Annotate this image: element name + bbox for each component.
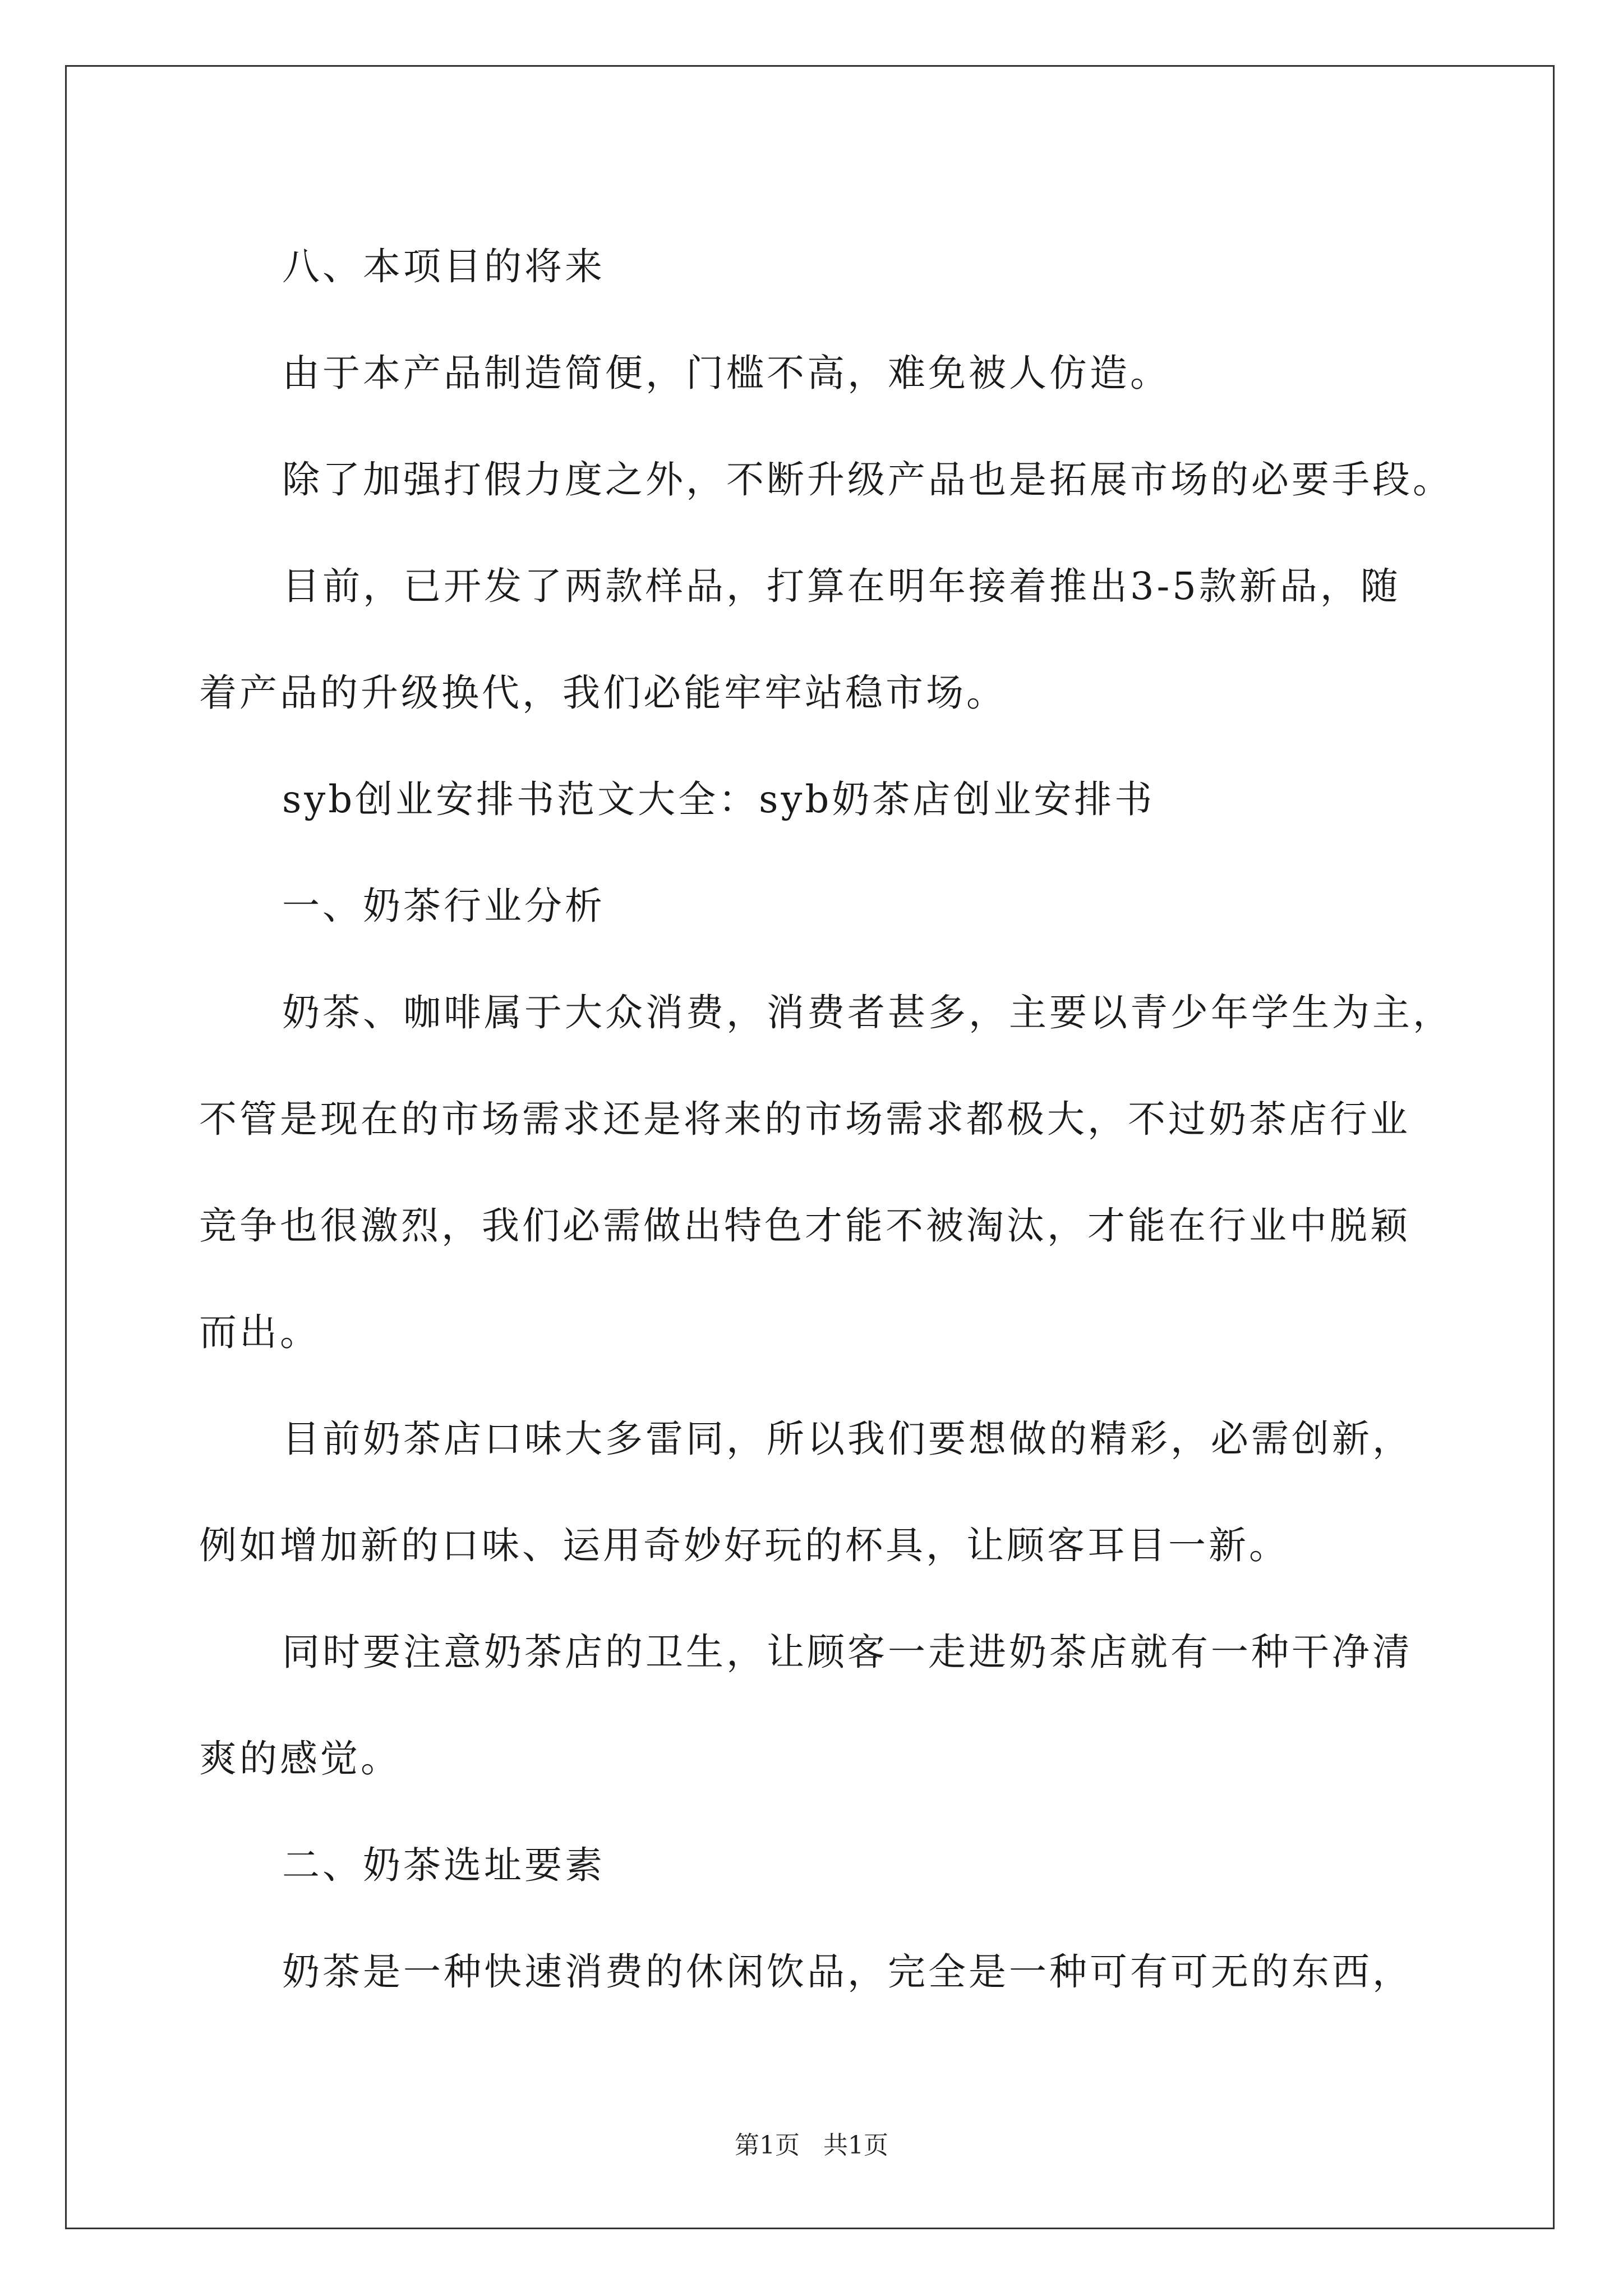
- paragraph-line: 目前，已开发了两款样品，打算在明年接着推出3-5款新品，随: [282, 564, 1401, 608]
- paragraph-line: 目前奶茶店口味大多雷同，所以我们要想做的精彩，必需创新，: [282, 1417, 1413, 1461]
- paragraph-line: 竞争也很激烈，我们必需做出特色才能不被淘汰，才能在行业中脱颖: [199, 1204, 1410, 1248]
- paragraph-line: 由于本产品制造简便，门槛不高，难免被人仿造。: [282, 351, 1170, 395]
- paragraph-line: 不管是现在的市场需求还是将来的市场需求都极大，不过奶茶店行业: [199, 1097, 1410, 1141]
- paragraph-line: 而出。: [199, 1310, 320, 1354]
- heading-section-1: 一、奶茶行业分析: [282, 884, 605, 928]
- paragraph-line: 奶茶、咖啡属于大众消费，消费者甚多，主要以青少年学生为主，: [282, 991, 1453, 1034]
- heading-section-2: 二、奶茶选址要素: [282, 1843, 605, 1887]
- paragraph-line: 爽的感觉。: [199, 1737, 401, 1780]
- page-footer: [0, 2129, 1623, 2162]
- paragraph-line: 奶茶是一种快速消费的休闲饮品，完全是一种可有可无的东西，: [282, 1950, 1413, 1994]
- paragraph-line: 同时要注意奶茶店的卫生，让顾客一走进奶茶店就有一种干净清: [282, 1630, 1413, 1674]
- paragraph-line: 着产品的升级换代，我们必能牢牢站稳市场。: [199, 671, 1007, 715]
- heading-section-8: 八、本项目的将来: [282, 245, 605, 288]
- document-subtitle: syb创业安排书范文大全：syb奶茶店创业安排书: [282, 777, 1155, 821]
- document-body: [199, 213, 1453, 2025]
- page-total: 共1页: [823, 2131, 888, 2160]
- page-number: 第1页: [735, 2131, 800, 2160]
- paragraph-line: 例如增加新的口味、运用奇妙好玩的杯具，让顾客耳目一新。: [199, 1524, 1289, 1567]
- paragraph-line: 除了加强打假力度之外，不断升级产品也是拓展市场的必要手段。: [282, 458, 1453, 501]
